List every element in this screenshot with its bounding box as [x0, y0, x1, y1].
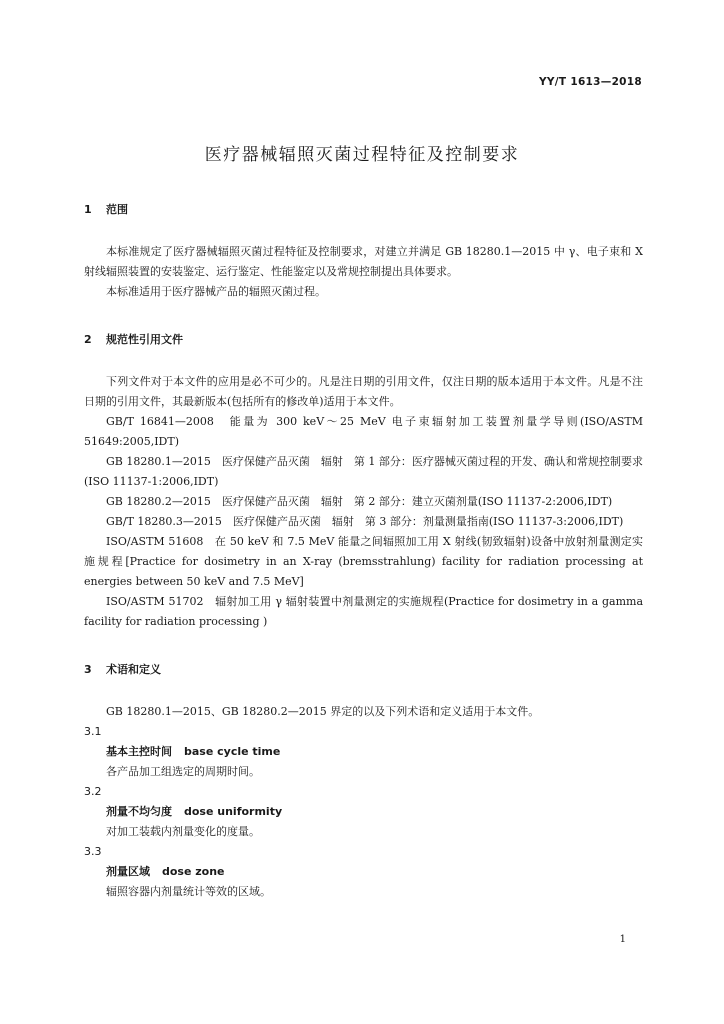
scope-paragraph: 本标准规定了医疗器械辐照灭菌过程特征及控制要求，对建立并满足 GB 18280.1—2015 中 γ、电子束和 X 射线辐照装置的安装鉴定、运行鉴定、性能鉴定以及常规控制提出具体要求。	[84, 245, 643, 278]
section-title: 范围	[106, 203, 128, 216]
term-definition: 各产品加工组选定的周期时间。	[106, 765, 260, 778]
terms-intro: GB 18280.1—2015、GB 18280.2—2015 界定的以及下列术语和定义适用于本文件。	[106, 705, 540, 718]
scope-paragraph: 本标准适用于医疗器械产品的辐照灭菌过程。	[106, 285, 326, 298]
section-number: 1	[84, 203, 92, 216]
section-heading-normative	[84, 330, 643, 350]
reference-entry: GB/T 16841—2008 能量为 300 keV～25 MeV 电子束辐射加工装置剂量学导则(ISO/ASTM 51649:2005,IDT)	[84, 415, 643, 448]
term-chinese: 基本主控时间	[106, 745, 172, 758]
clause-number: 3.3	[84, 845, 102, 858]
term-entry	[84, 862, 643, 882]
document-title: 医疗器械辐照灭菌过程特征及控制要求	[204, 145, 520, 165]
term-chinese: 剂量不均匀度	[106, 805, 172, 818]
term-english: dose uniformity	[184, 805, 283, 818]
term-chinese: 剂量区域	[106, 865, 150, 878]
section-heading-terms	[84, 660, 643, 680]
standard-code: YY/T 1613—2018	[538, 76, 642, 88]
section-heading-scope	[84, 200, 643, 220]
reference-entry: ISO/ASTM 51608 在 50 keV 和 7.5 MeV 能量之间辐照加工用 X 射线(韧致辐射)设备中放射剂量测定实施规程[Practice for dosimetry in an X-ray (bremsstrahlung) facility for radiation processing at energies between 50 keV and 7.5 MeV]	[84, 535, 643, 588]
normative-intro: 下列文件对于本文件的应用是必不可少的。凡是注日期的引用文件，仅注日期的版本适用于本文件。凡是不注日期的引用文件，其最新版本(包括所有的修改单)适用于本文件。	[84, 375, 643, 408]
section-title: 术语和定义	[106, 663, 161, 676]
term-entry	[84, 742, 643, 762]
reference-entry: GB 18280.2—2015 医疗保健产品灭菌 辐射 第 2 部分：建立灭菌剂量(ISO 11137-2:2006,IDT)	[106, 495, 613, 508]
term-english: dose zone	[162, 865, 225, 878]
clause-number: 3.2	[84, 785, 102, 798]
term-definition: 辐照容器内剂量统计等效的区域。	[106, 885, 271, 898]
term-entry	[84, 802, 643, 822]
reference-entry: GB 18280.1—2015 医疗保健产品灭菌 辐射 第 1 部分：医疗器械灭菌过程的开发、确认和常规控制要求(ISO 11137-1:2006,IDT)	[84, 455, 643, 488]
reference-entry: GB/T 18280.3—2015 医疗保健产品灭菌 辐射 第 3 部分：剂量测量指南(ISO 11137-3:2006,IDT)	[106, 515, 624, 528]
document-body	[84, 200, 643, 902]
clause-number: 3.1	[84, 725, 102, 738]
section-title: 规范性引用文件	[106, 333, 183, 346]
section-number: 2	[84, 333, 92, 346]
term-english: base cycle time	[184, 745, 281, 758]
term-definition: 对加工装载内剂量变化的度量。	[106, 825, 260, 838]
section-number: 3	[84, 663, 92, 676]
reference-entry: ISO/ASTM 51702 辐射加工用 γ 辐射装置中剂量测定的实施规程(Practice for dosimetry in a gamma facility for radiation processing )	[84, 595, 643, 628]
page-number: 1	[619, 934, 626, 945]
